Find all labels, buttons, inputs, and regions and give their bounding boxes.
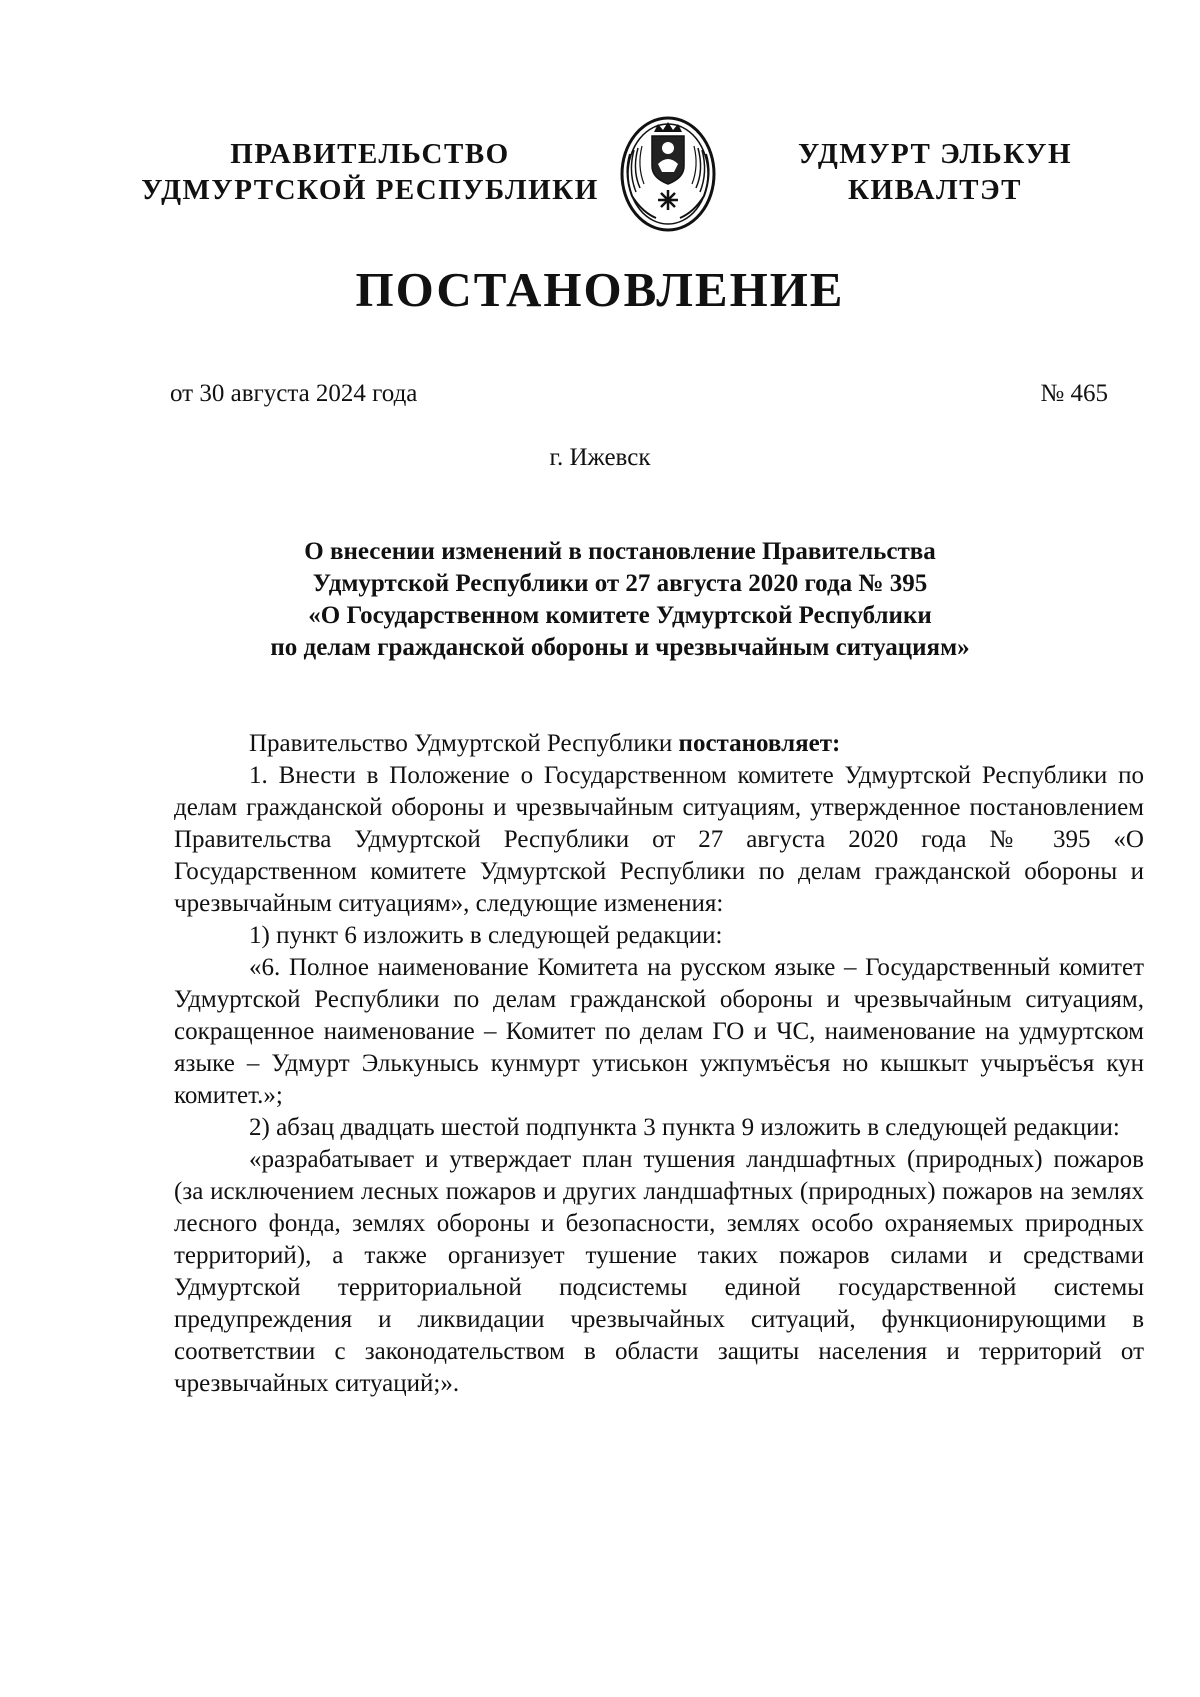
title-line: «О Государственном комитете Удмуртской Республики xyxy=(308,602,932,629)
issuer-line-1: ПРАВИТЕЛЬСТВО xyxy=(230,138,510,170)
document-type-heading: ПОСТАНОВЛЕНИЕ xyxy=(355,262,845,317)
issuer-name-udmurt xyxy=(790,136,1080,208)
body-paragraph: «разрабатывает и утверждает план тушения ландшафтных (природных) пожаров (за исключением лесных пожаров и других ландшафтных (природных) пожаров на землях лесного фонда, землях обороны и безопасности, землях особо охраняемых природных территорий), а также организует тушение таких пожаров силами и средствами Удмуртской территориальной подсистемы единой государственной системы предупреждения и ликвидации чрезвычайных ситуаций, функционирующими в соответствии с законодательством в области защиты населения и территорий от чрезвычайных ситуаций;». xyxy=(174,1146,1144,1397)
document-title xyxy=(200,536,1040,664)
issuer-udmurt-line-1: УДМУРТ ЭЛЬКУН xyxy=(797,138,1073,170)
intro-text: Правительство Удмуртской Республики xyxy=(249,730,679,757)
document-city: г. Ижевск xyxy=(549,444,651,471)
body-paragraph: 2) абзац двадцать шестой подпункта 3 пункта 9 изложить в следующей редакции: xyxy=(249,1114,1120,1141)
issuer-name-russian xyxy=(140,136,600,208)
document-date: от 30 августа 2024 года xyxy=(170,380,418,407)
title-line: Удмуртской Республики от 27 августа 2020 года № 395 xyxy=(312,570,928,597)
issuer-line-2: УДМУРТСКОЙ РЕСПУБЛИКИ xyxy=(141,174,599,206)
body-paragraph: 1) пункт 6 изложить в следующей редакции: xyxy=(249,922,723,949)
coat-of-arms-icon xyxy=(614,114,722,234)
intro-paragraph xyxy=(174,728,1144,760)
document-number: № 465 xyxy=(1040,380,1108,407)
title-line: по делам гражданской обороны и чрезвычайным ситуациям» xyxy=(270,634,970,661)
issuer-udmurt-line-2: КИВАЛТЭТ xyxy=(847,174,1022,206)
body-paragraph: 1. Внести в Положение о Государственном комитете Удмуртской Республики по делам гражданской обороны и чрезвычайным ситуациям, утвержденное постановлением Правительства Удмуртской Республики от 27 августа 2020 года № 395 «О Государственном комитете Удмуртской Республики по делам гражданской обороны и чрезвычайным ситуациям», следующие изменения: xyxy=(174,762,1144,917)
document-body xyxy=(174,728,1144,1400)
body-paragraph: «6. Полное наименование Комитета на русском языке – Государственный комитет Удмуртской Республики по делам гражданской обороны и чрезвычайным ситуациям, сокращенное наименование – Комитет по делам ГО и ЧС, наименование на удмуртском языке – Удмурт Элькунысь кунмурт утиськон ужпумъёсъя но кышкыт учыръёсъя кун комитет.»; xyxy=(174,954,1144,1109)
intro-bold-verb: постановляет: xyxy=(678,730,841,757)
title-line: О внесении изменений в постановление Правительства xyxy=(304,538,936,565)
